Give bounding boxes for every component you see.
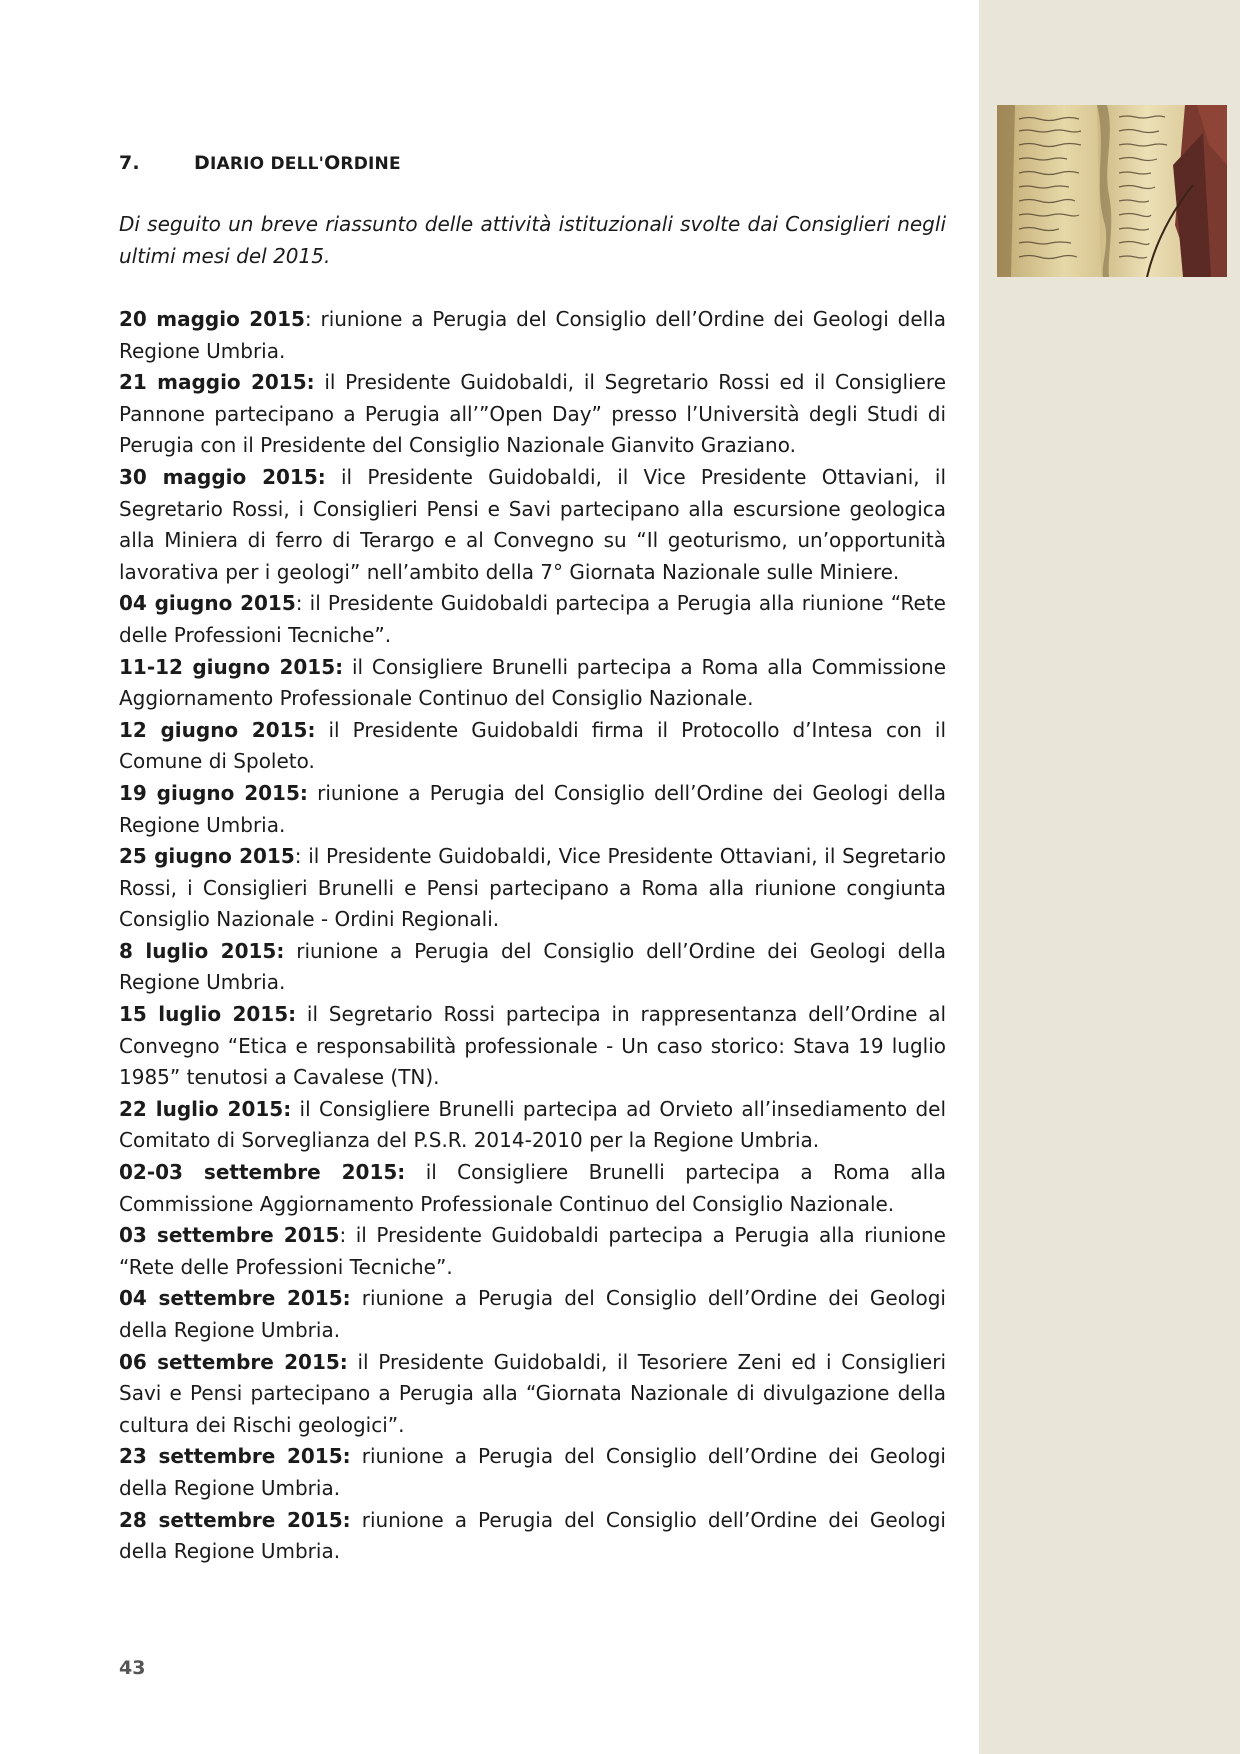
entry-separator xyxy=(315,370,325,394)
diary-entry xyxy=(119,652,946,715)
diary-entry xyxy=(119,1220,946,1283)
section-title-initial-1: D xyxy=(194,152,210,174)
entry-separator xyxy=(284,939,296,963)
entry-date: 21 maggio 2015: xyxy=(119,370,315,395)
entry-date: 03 settembre 2015 xyxy=(119,1223,340,1248)
section-title-part-1: IARIO DELL xyxy=(209,154,319,174)
entry-date: 28 settembre 2015: xyxy=(119,1507,351,1532)
entry-separator xyxy=(348,1350,358,1374)
entry-text: il Consigliere Brunelli partecipa ad Orvieto all’insediamento del Comitato di Sorveglianza del P.S.R. 2014-2010 per la Regione Umbria. xyxy=(119,1096,947,1153)
entry-text: il Presidente Guidobaldi, Vice Presidente Ottaviani, il Segretario Rossi, i Consiglieri Brunelli e Pensi partecipano a Roma alla riunione congiunta Consiglio Nazionale - Ordini Regionali. xyxy=(119,844,946,932)
diary-entry xyxy=(119,462,946,588)
notebook-photo-icon xyxy=(997,105,1227,277)
entry-separator xyxy=(291,1097,299,1121)
entry-text: il Segretario Rossi partecipa in rappresentanza dell’Ordine al Convegno “Etica e responsabilità professionale - Un caso storico: Stava 19 luglio 1985” tenutosi a Cavalese (TN). xyxy=(119,1002,947,1090)
entry-separator xyxy=(351,1286,362,1310)
diary-entries xyxy=(119,304,946,1568)
diary-entry xyxy=(119,1505,946,1568)
entry-text: il Presidente Guidobaldi partecipa a Perugia alla riunione “Rete delle Professioni Tecniche”. xyxy=(119,591,946,647)
diary-entry xyxy=(119,1347,946,1442)
entry-date: 25 giugno 2015 xyxy=(119,844,295,869)
entry-text: il Presidente Guidobaldi, il Segretario Rossi ed il Consigliere Pannone partecipano a Perugia all’”Open Day” presso l’Università degli Studi di Perugia con il Presidente del Consiglio Nazionale Gianvito Graziano. xyxy=(119,370,947,458)
entry-date: 19 giugno 2015: xyxy=(119,780,308,805)
entry-separator: : xyxy=(294,844,309,869)
entry-separator xyxy=(343,655,352,679)
entry-text: il Presidente Guidobaldi, il Vice Presidente Ottaviani, il Segretario Rossi, i Consiglieri Pensi e Savi partecipano alla escursione geologica alla Miniera di ferro di Terargo e al Convegno su “Il geoturismo, un’opportunità lavorativa per i geologi” nell’ambito della 7° Giornata Nazionale sulle Miniere. xyxy=(119,464,947,584)
entry-date: 30 maggio 2015: xyxy=(119,464,326,489)
intro-paragraph: Di seguito un breve riassunto delle attività istituzionali svolte dai Consiglieri negli ultimi mesi del 2015. xyxy=(119,212,946,268)
entry-date: 8 luglio 2015: xyxy=(119,938,285,963)
diary-entry xyxy=(119,936,946,999)
entry-text: riunione a Perugia del Consiglio dell’Ordine dei Geologi della Regione Umbria. xyxy=(119,1286,946,1342)
section-title-initial-2: O xyxy=(324,152,341,174)
diary-entry xyxy=(119,1157,946,1220)
entry-separator xyxy=(351,1508,362,1532)
entry-separator xyxy=(308,781,317,805)
diary-entry xyxy=(119,588,946,651)
entry-separator xyxy=(351,1444,362,1468)
section-title-part-2: RDINE xyxy=(340,154,401,174)
diary-entry xyxy=(119,1441,946,1504)
diary-entry xyxy=(119,304,946,367)
entry-date: 12 giugno 2015: xyxy=(119,717,316,742)
entry-separator xyxy=(315,718,328,742)
entry-text: il Presidente Guidobaldi partecipa a Perugia alla riunione “Rete delle Professioni Tecniche”. xyxy=(119,1223,946,1279)
entry-date: 02-03 settembre 2015: xyxy=(119,1160,406,1185)
entry-date: 23 settembre 2015: xyxy=(119,1444,351,1469)
entry-text: il Consigliere Brunelli partecipa a Roma alla Commissione Aggiornamento Professionale Continuo del Consiglio Nazionale. xyxy=(119,654,947,711)
entry-separator: : xyxy=(295,591,310,616)
entry-date: 04 giugno 2015 xyxy=(119,591,296,616)
entry-date: 04 settembre 2015: xyxy=(119,1286,351,1311)
entry-separator xyxy=(296,1002,307,1026)
entry-text: riunione a Perugia del Consiglio dell’Ordine dei Geologi della Regione Umbria. xyxy=(119,307,946,363)
diary-entry xyxy=(119,1094,946,1157)
entry-separator: : xyxy=(304,307,321,331)
entry-text: il Consigliere Brunelli partecipa a Roma alla Commissione Aggiornamento Professionale Continuo del Consiglio Nazionale. xyxy=(119,1160,946,1216)
entry-date: 06 settembre 2015: xyxy=(119,1349,348,1374)
entry-date: 20 maggio 2015 xyxy=(119,307,305,331)
entry-text: riunione a Perugia del Consiglio dell’Ordine dei Geologi della Regione Umbria. xyxy=(119,1444,946,1500)
section-title-apostrophe: ' xyxy=(318,154,325,174)
diary-entry xyxy=(119,367,946,462)
diary-entry xyxy=(119,778,946,841)
diary-entry xyxy=(119,999,946,1094)
diary-entry xyxy=(119,1283,946,1346)
entry-separator xyxy=(326,465,341,489)
entry-date: 15 luglio 2015: xyxy=(119,1002,297,1027)
document-body xyxy=(119,147,946,1568)
section-heading xyxy=(119,147,946,179)
entry-text: il Presidente Guidobaldi, il Tesoriere Zeni ed i Consiglieri Savi e Pensi partecipano a Perugia alla “Giornata Nazionale di divulgazione della cultura dei Rischi geologici”. xyxy=(119,1349,947,1437)
diary-entry xyxy=(119,841,946,936)
section-number: 7. xyxy=(119,152,140,174)
entry-text: riunione a Perugia del Consiglio dell’Ordine dei Geologi della Regione Umbria. xyxy=(119,938,947,995)
diary-entry xyxy=(119,715,946,778)
entry-text: riunione a Perugia del Consiglio dell’Ordine dei Geologi della Regione Umbria. xyxy=(119,780,947,837)
page-number: 43 xyxy=(119,1657,146,1679)
entry-date: 22 luglio 2015: xyxy=(119,1096,292,1121)
entry-text: il Presidente Guidobaldi firma il Protocollo d’Intesa con il Comune di Spoleto. xyxy=(119,717,947,774)
entry-separator xyxy=(405,1160,425,1184)
entry-date: 11-12 giugno 2015: xyxy=(119,654,344,679)
entry-separator: : xyxy=(339,1223,356,1248)
entry-text: riunione a Perugia del Consiglio dell’Ordine dei Geologi della Regione Umbria. xyxy=(119,1507,946,1564)
